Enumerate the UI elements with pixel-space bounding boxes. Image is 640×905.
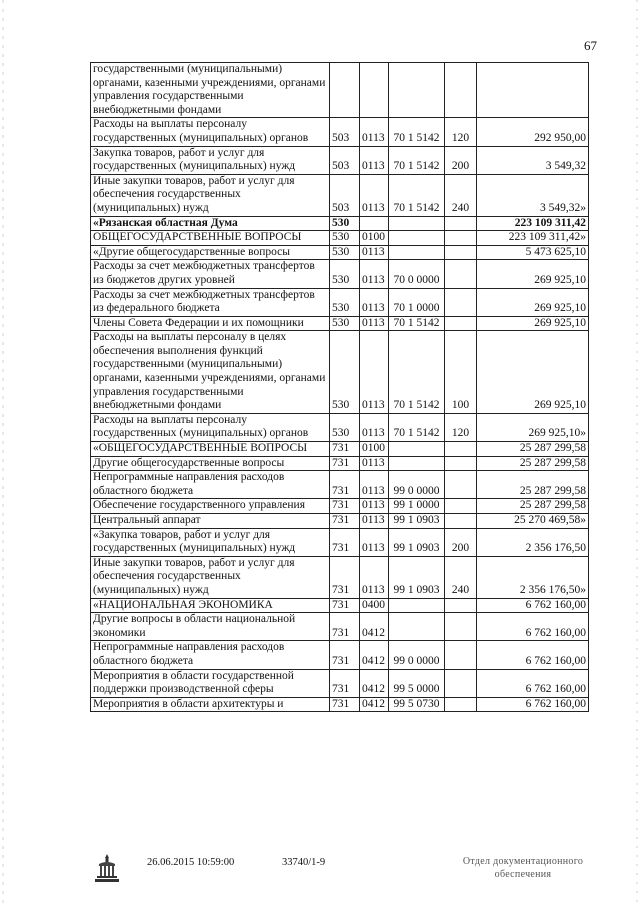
row-admin-code-cell: 731 bbox=[330, 598, 360, 613]
table-row bbox=[91, 413, 589, 441]
row-name-cell: Обеспечение государственного управления bbox=[91, 499, 330, 514]
table-row bbox=[91, 456, 589, 471]
row-name-cell: Расходы на выплаты персоналу государственных (муниципальных) органов bbox=[91, 413, 330, 441]
row-amount-cell: 6 762 160,00 bbox=[477, 613, 589, 641]
row-expense-type-cell bbox=[445, 288, 477, 316]
row-section-cell: 0412 bbox=[360, 613, 389, 641]
table-row bbox=[91, 613, 589, 641]
table-row bbox=[91, 598, 589, 613]
row-section-cell: 0113 bbox=[360, 471, 389, 499]
row-name-cell: Мероприятия в области архитектуры и bbox=[91, 697, 330, 712]
row-name-cell: Непрограммные направления расходов областного бюджета bbox=[91, 641, 330, 669]
row-admin-code-cell: 530 bbox=[330, 413, 360, 441]
table-row bbox=[91, 146, 589, 174]
table-row bbox=[91, 174, 589, 216]
row-expense-type-cell bbox=[445, 641, 477, 669]
row-amount-cell: 3 549,32» bbox=[477, 174, 589, 216]
table-row bbox=[91, 442, 589, 457]
row-admin-code-cell bbox=[330, 63, 360, 118]
row-section-cell: 0113 bbox=[360, 316, 389, 331]
row-name-cell: ОБЩЕГОСУДАРСТВЕННЫЕ ВОПРОСЫ bbox=[91, 231, 330, 246]
row-name-cell: «НАЦИОНАЛЬНАЯ ЭКОНОМИКА bbox=[91, 598, 330, 613]
row-expense-type-cell: 200 bbox=[445, 146, 477, 174]
row-name-cell: Расходы на выплаты персоналу государственных (муниципальных) органов bbox=[91, 118, 330, 146]
row-section-cell: 0113 bbox=[360, 146, 389, 174]
row-target-code-cell: 99 1 0903 bbox=[389, 528, 445, 556]
row-amount-cell: 5 473 625,10 bbox=[477, 245, 589, 260]
row-expense-type-cell bbox=[445, 456, 477, 471]
row-target-code-cell bbox=[389, 456, 445, 471]
row-target-code-cell: 70 1 5142 bbox=[389, 413, 445, 441]
table-row bbox=[91, 556, 589, 598]
row-name-cell: Иные закупки товаров, работ и услуг для обеспечения государственных (муниципальных) нужд bbox=[91, 174, 330, 216]
row-section-cell bbox=[360, 63, 389, 118]
row-target-code-cell: 70 1 5142 bbox=[389, 174, 445, 216]
row-name-cell: Центральный аппарат bbox=[91, 514, 330, 529]
row-name-cell: «Рязанская областная Дума bbox=[91, 216, 330, 231]
table-row bbox=[91, 316, 589, 331]
row-target-code-cell bbox=[389, 216, 445, 231]
row-admin-code-cell: 530 bbox=[330, 316, 360, 331]
emblem-logo bbox=[94, 852, 120, 884]
row-amount-cell: 25 287 299,58 bbox=[477, 442, 589, 457]
row-name-cell: Расходы за счет межбюджетных трансфертов из федерального бюджета bbox=[91, 288, 330, 316]
row-target-code-cell: 99 1 0903 bbox=[389, 556, 445, 598]
table-row bbox=[91, 288, 589, 316]
row-expense-type-cell bbox=[445, 613, 477, 641]
row-expense-type-cell: 240 bbox=[445, 556, 477, 598]
row-name-cell: «Закупка товаров, работ и услуг для государственных (муниципальных) нужд bbox=[91, 528, 330, 556]
row-section-cell: 0113 bbox=[360, 260, 389, 288]
row-section-cell: 0113 bbox=[360, 245, 389, 260]
row-section-cell: 0113 bbox=[360, 528, 389, 556]
table-row bbox=[91, 514, 589, 529]
row-target-code-cell: 99 0 0000 bbox=[389, 471, 445, 499]
row-admin-code-cell: 530 bbox=[330, 216, 360, 231]
table-row bbox=[91, 118, 589, 146]
row-amount-cell: 269 925,10 bbox=[477, 288, 589, 316]
row-name-cell: государственными (муниципальными) органами, казенными учреждениями, органами управления государственными внебюджетными фондами bbox=[91, 63, 330, 118]
row-section-cell: 0113 bbox=[360, 288, 389, 316]
row-name-cell: Иные закупки товаров, работ и услуг для обеспечения государственных (муниципальных) нужд bbox=[91, 556, 330, 598]
budget-table bbox=[90, 62, 589, 712]
row-target-code-cell: 70 0 0000 bbox=[389, 260, 445, 288]
row-target-code-cell: 70 1 5142 bbox=[389, 331, 445, 414]
row-amount-cell: 269 925,10 bbox=[477, 331, 589, 414]
row-amount-cell: 25 287 299,58 bbox=[477, 499, 589, 514]
row-name-cell: Расходы за счет межбюджетных трансфертов из бюджетов других уровней bbox=[91, 260, 330, 288]
row-target-code-cell: 70 1 0000 bbox=[389, 288, 445, 316]
row-admin-code-cell: 731 bbox=[330, 669, 360, 697]
row-name-cell: «ОБЩЕГОСУДАРСТВЕННЫЕ ВОПРОСЫ bbox=[91, 442, 330, 457]
footer-datetime: 26.06.2015 10:59:00 bbox=[147, 857, 235, 868]
row-admin-code-cell: 731 bbox=[330, 528, 360, 556]
row-expense-type-cell bbox=[445, 316, 477, 331]
row-section-cell bbox=[360, 216, 389, 231]
row-name-cell: Члены Совета Федерации и их помощники bbox=[91, 316, 330, 331]
row-target-code-cell bbox=[389, 442, 445, 457]
row-admin-code-cell: 530 bbox=[330, 245, 360, 260]
row-amount-cell: 269 925,10 bbox=[477, 316, 589, 331]
department-stamp bbox=[448, 855, 598, 881]
row-section-cell: 0100 bbox=[360, 442, 389, 457]
stamp-line-1: Отдел документационного bbox=[462, 856, 584, 867]
row-admin-code-cell: 731 bbox=[330, 471, 360, 499]
table-row bbox=[91, 528, 589, 556]
row-amount-cell bbox=[477, 63, 589, 118]
row-amount-cell: 6 762 160,00 bbox=[477, 669, 589, 697]
row-expense-type-cell bbox=[445, 499, 477, 514]
row-name-cell: Мероприятия в области государственной поддержки производственной сферы bbox=[91, 669, 330, 697]
row-admin-code-cell: 503 bbox=[330, 146, 360, 174]
row-amount-cell: 25 287 299,58 bbox=[477, 456, 589, 471]
row-admin-code-cell: 731 bbox=[330, 442, 360, 457]
row-admin-code-cell: 731 bbox=[330, 613, 360, 641]
row-expense-type-cell bbox=[445, 471, 477, 499]
row-name-cell: Непрограммные направления расходов областного бюджета bbox=[91, 471, 330, 499]
row-amount-cell: 6 762 160,00 bbox=[477, 598, 589, 613]
row-expense-type-cell bbox=[445, 63, 477, 118]
row-section-cell: 0113 bbox=[360, 413, 389, 441]
row-amount-cell: 2 356 176,50» bbox=[477, 556, 589, 598]
table-row bbox=[91, 331, 589, 414]
row-expense-type-cell bbox=[445, 514, 477, 529]
row-target-code-cell bbox=[389, 245, 445, 260]
table-row bbox=[91, 260, 589, 288]
row-admin-code-cell: 731 bbox=[330, 499, 360, 514]
row-section-cell: 0113 bbox=[360, 118, 389, 146]
row-admin-code-cell: 731 bbox=[330, 456, 360, 471]
table-row bbox=[91, 697, 589, 712]
row-expense-type-cell bbox=[445, 442, 477, 457]
row-expense-type-cell: 100 bbox=[445, 331, 477, 414]
row-section-cell: 0100 bbox=[360, 231, 389, 246]
page-number: 67 bbox=[584, 38, 597, 53]
row-expense-type-cell bbox=[445, 260, 477, 288]
table-row bbox=[91, 669, 589, 697]
row-expense-type-cell bbox=[445, 669, 477, 697]
row-amount-cell: 25 287 299,58 bbox=[477, 471, 589, 499]
stamp-line-2: обеспечения bbox=[494, 869, 552, 880]
left-scan-edge bbox=[2, 0, 4, 905]
row-amount-cell: 223 109 311,42 bbox=[477, 216, 589, 231]
row-expense-type-cell bbox=[445, 598, 477, 613]
row-admin-code-cell: 530 bbox=[330, 260, 360, 288]
row-amount-cell: 6 762 160,00 bbox=[477, 697, 589, 712]
row-expense-type-cell bbox=[445, 216, 477, 231]
row-expense-type-cell: 120 bbox=[445, 413, 477, 441]
table-row bbox=[91, 245, 589, 260]
row-amount-cell: 25 270 469,58» bbox=[477, 514, 589, 529]
row-admin-code-cell: 530 bbox=[330, 331, 360, 414]
row-expense-type-cell: 120 bbox=[445, 118, 477, 146]
row-section-cell: 0113 bbox=[360, 556, 389, 598]
row-expense-type-cell bbox=[445, 245, 477, 260]
row-target-code-cell: 99 1 0000 bbox=[389, 499, 445, 514]
row-target-code-cell: 99 0 0000 bbox=[389, 641, 445, 669]
row-amount-cell: 3 549,32 bbox=[477, 146, 589, 174]
row-target-code-cell bbox=[389, 231, 445, 246]
row-name-cell: «Другие общегосударственные вопросы bbox=[91, 245, 330, 260]
table-row bbox=[91, 471, 589, 499]
row-name-cell: Расходы на выплаты персоналу в целях обеспечения выполнения функций государственными (муниципальными) органами, казенными учреждениями, органами управления государственными внебюджетными фондами bbox=[91, 331, 330, 414]
table-row bbox=[91, 499, 589, 514]
row-admin-code-cell: 731 bbox=[330, 556, 360, 598]
table-row bbox=[91, 216, 589, 231]
row-target-code-cell bbox=[389, 613, 445, 641]
row-amount-cell: 269 925,10» bbox=[477, 413, 589, 441]
row-admin-code-cell: 530 bbox=[330, 288, 360, 316]
right-scan-edge bbox=[636, 0, 638, 905]
row-section-cell: 0113 bbox=[360, 331, 389, 414]
row-section-cell: 0400 bbox=[360, 598, 389, 613]
row-section-cell: 0113 bbox=[360, 456, 389, 471]
row-target-code-cell: 99 5 0730 bbox=[389, 697, 445, 712]
row-admin-code-cell: 731 bbox=[330, 514, 360, 529]
row-expense-type-cell: 240 bbox=[445, 174, 477, 216]
row-target-code-cell: 99 1 0903 bbox=[389, 514, 445, 529]
row-name-cell: Закупка товаров, работ и услуг для государственных (муниципальных) нужд bbox=[91, 146, 330, 174]
row-expense-type-cell bbox=[445, 231, 477, 246]
row-target-code-cell bbox=[389, 63, 445, 118]
table-row bbox=[91, 231, 589, 246]
row-amount-cell: 2 356 176,50 bbox=[477, 528, 589, 556]
row-section-cell: 0412 bbox=[360, 641, 389, 669]
row-amount-cell: 269 925,10 bbox=[477, 260, 589, 288]
row-admin-code-cell: 503 bbox=[330, 174, 360, 216]
row-target-code-cell: 99 5 0000 bbox=[389, 669, 445, 697]
row-amount-cell: 6 762 160,00 bbox=[477, 641, 589, 669]
row-admin-code-cell: 731 bbox=[330, 641, 360, 669]
row-name-cell: Другие общегосударственные вопросы bbox=[91, 456, 330, 471]
budget-table-body bbox=[91, 63, 589, 712]
row-target-code-cell: 70 1 5142 bbox=[389, 146, 445, 174]
row-section-cell: 0412 bbox=[360, 697, 389, 712]
row-section-cell: 0412 bbox=[360, 669, 389, 697]
row-admin-code-cell: 503 bbox=[330, 118, 360, 146]
row-amount-cell: 223 109 311,42» bbox=[477, 231, 589, 246]
row-section-cell: 0113 bbox=[360, 174, 389, 216]
row-name-cell: Другие вопросы в области национальной экономики bbox=[91, 613, 330, 641]
row-expense-type-cell: 200 bbox=[445, 528, 477, 556]
footer-document-number: 33740/1-9 bbox=[282, 857, 326, 868]
table-row bbox=[91, 641, 589, 669]
row-amount-cell: 292 950,00 bbox=[477, 118, 589, 146]
row-expense-type-cell bbox=[445, 697, 477, 712]
row-section-cell: 0113 bbox=[360, 499, 389, 514]
row-section-cell: 0113 bbox=[360, 514, 389, 529]
row-target-code-cell bbox=[389, 598, 445, 613]
row-target-code-cell: 70 1 5142 bbox=[389, 316, 445, 331]
table-row bbox=[91, 63, 589, 118]
row-target-code-cell: 70 1 5142 bbox=[389, 118, 445, 146]
row-admin-code-cell: 731 bbox=[330, 697, 360, 712]
row-admin-code-cell: 530 bbox=[330, 231, 360, 246]
